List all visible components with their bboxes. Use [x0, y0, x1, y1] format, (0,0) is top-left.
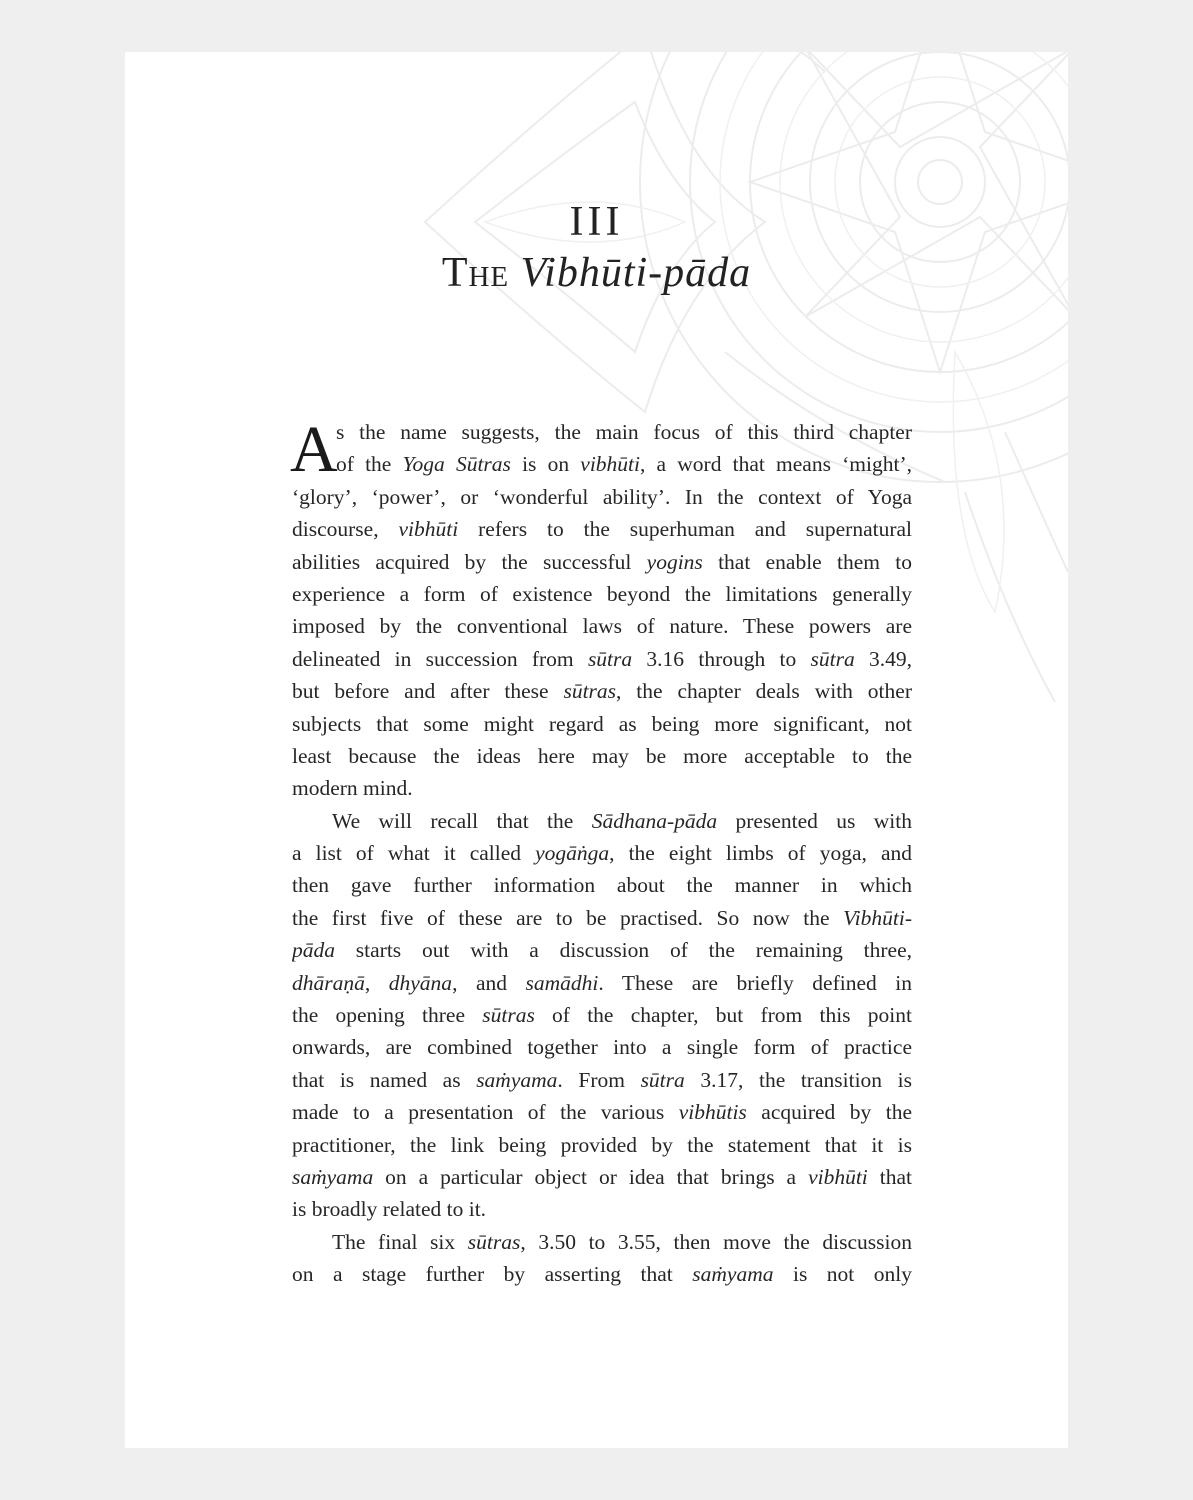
italic-term: Sādhana-pāda [591, 808, 718, 833]
text-line [292, 610, 912, 642]
chapter-title-prefix: The [441, 250, 510, 296]
italic-term: sūtra [640, 1067, 685, 1092]
text-run: then gave further information about the manner in which [292, 873, 912, 898]
italic-term: sūtras [563, 679, 617, 704]
text-line [292, 546, 912, 578]
italic-term: vibhūti [398, 517, 459, 542]
text-run: discourse, [292, 517, 399, 542]
italic-term: dhyāna [388, 970, 453, 995]
text-line [292, 416, 912, 448]
text-run: the first five of these are to be practised. So now the [292, 905, 844, 930]
text-run: . From [557, 1067, 641, 1092]
text-run: , 3.50 to 3.55, then move the discussion [520, 1229, 912, 1254]
text-run: ‘glory’, ‘power’, or ‘wonderful ability’. In the context of Yoga [292, 484, 912, 509]
italic-term: Vibhūti- [843, 905, 912, 930]
text-line [292, 675, 912, 707]
text-run: 3.16 through to [632, 646, 811, 671]
text-run: is on [510, 452, 581, 477]
text-line [292, 869, 912, 901]
text-run: s the name suggests, the main focus of this third chapter [336, 420, 912, 444]
text-run: refers to the superhuman and supernatural [458, 517, 912, 542]
text-run: starts out with a discussion of the remaining three, [335, 938, 912, 963]
text-run: that enable them to [702, 549, 912, 574]
text-line [292, 513, 912, 545]
italic-term: sūtra [810, 646, 855, 671]
text-line [292, 805, 912, 837]
italic-term: pāda [292, 938, 335, 963]
text-line [292, 1226, 912, 1258]
text-line [292, 902, 912, 934]
text-run: We will recall that the [332, 808, 592, 833]
paragraph-1 [290, 413, 912, 805]
text-run: presented us with [717, 808, 912, 833]
text-line [292, 740, 912, 772]
text-line [292, 999, 912, 1031]
text-run: , and [452, 970, 526, 995]
text-run: The final six [332, 1229, 468, 1254]
text-run: modern mind. [292, 776, 413, 801]
text-line [292, 643, 912, 675]
text-run: subjects that some might regard as being more significant, not [292, 711, 912, 736]
italic-term: saṁyama [692, 1262, 774, 1287]
text-line [292, 1129, 912, 1161]
drop-cap: A [290, 413, 338, 486]
italic-term: vibhūti [808, 1164, 868, 1189]
text-run: the opening three [292, 1003, 483, 1028]
text-line [292, 1161, 912, 1193]
italic-term: Yoga Sūtras [402, 452, 511, 477]
text-run: on a particular object or idea that brings a [373, 1164, 809, 1189]
paragraph-2 [292, 805, 912, 1226]
text-run: made to a presentation of the various [292, 1100, 679, 1125]
text-line [292, 934, 912, 966]
text-run: , the chapter deals with other [616, 679, 912, 704]
italic-term: yogāṅga [535, 841, 610, 866]
italic-term: saṁyama [292, 1164, 374, 1189]
chapter-body [290, 413, 912, 1291]
italic-term: samādhi [525, 970, 599, 995]
chapter-title-main: Vibhūti-pāda [520, 250, 752, 296]
text-run: , [364, 970, 389, 995]
text-run: imposed by the conventional laws of nature. These powers are [292, 614, 912, 639]
italic-term: dhāraṇā [292, 970, 365, 995]
italic-term: vibhūti [580, 452, 640, 477]
paragraph-1-lines [290, 413, 912, 805]
text-line [292, 1096, 912, 1128]
italic-term: sūtras [482, 1003, 535, 1028]
text-run: is broadly related to it. [292, 1197, 487, 1222]
text-line [292, 448, 912, 480]
italic-term: sūtra [587, 646, 633, 671]
text-line [292, 1064, 912, 1096]
text-run: on a stage further by asserting that [292, 1262, 693, 1287]
text-line [292, 837, 912, 869]
text-run: 3.49, [854, 646, 912, 671]
text-run: practitioner, the link being provided by the statement that it is [292, 1132, 912, 1157]
text-line [292, 578, 912, 610]
text-run: least because the ideas here may be more acceptable to the [292, 743, 912, 768]
italic-term: vibhūtis [678, 1100, 747, 1125]
book-page [125, 52, 1068, 1448]
text-run: experience a form of existence beyond the limitations generally [292, 581, 912, 606]
text-run: that is named as [292, 1067, 477, 1092]
text-line [292, 1193, 912, 1225]
italic-term: sūtras [467, 1229, 521, 1254]
text-run: a list of what it called [292, 841, 536, 866]
text-line [292, 481, 912, 513]
text-run: , the eight limbs of yoga, and [609, 841, 912, 866]
text-run: onwards, are combined together into a single form of practice [292, 1035, 912, 1060]
text-line [292, 772, 912, 804]
text-run: delineated in succession from [292, 646, 588, 671]
text-line [292, 967, 912, 999]
text-run: but before and after these [292, 679, 564, 704]
text-line [292, 1258, 912, 1290]
text-line [292, 708, 912, 740]
text-run: is not only [773, 1262, 912, 1287]
italic-term: saṁyama [476, 1067, 558, 1092]
chapter-number: III [569, 199, 624, 245]
text-run: that [867, 1164, 912, 1189]
text-run: of the [336, 452, 403, 477]
text-run: acquired by the [746, 1100, 912, 1125]
italic-term: yogins [646, 549, 703, 574]
text-run: of the chapter, but from this point [534, 1003, 912, 1028]
text-run: 3.17, the transition is [684, 1067, 912, 1092]
text-run: , a word that means ‘might’, [640, 452, 912, 477]
paragraph-3 [292, 1226, 912, 1291]
text-run: . These are briefly defined in [598, 970, 912, 995]
text-run: abilities acquired by the successful [292, 549, 647, 574]
chapter-title [125, 249, 1068, 297]
text-line [292, 1031, 912, 1063]
